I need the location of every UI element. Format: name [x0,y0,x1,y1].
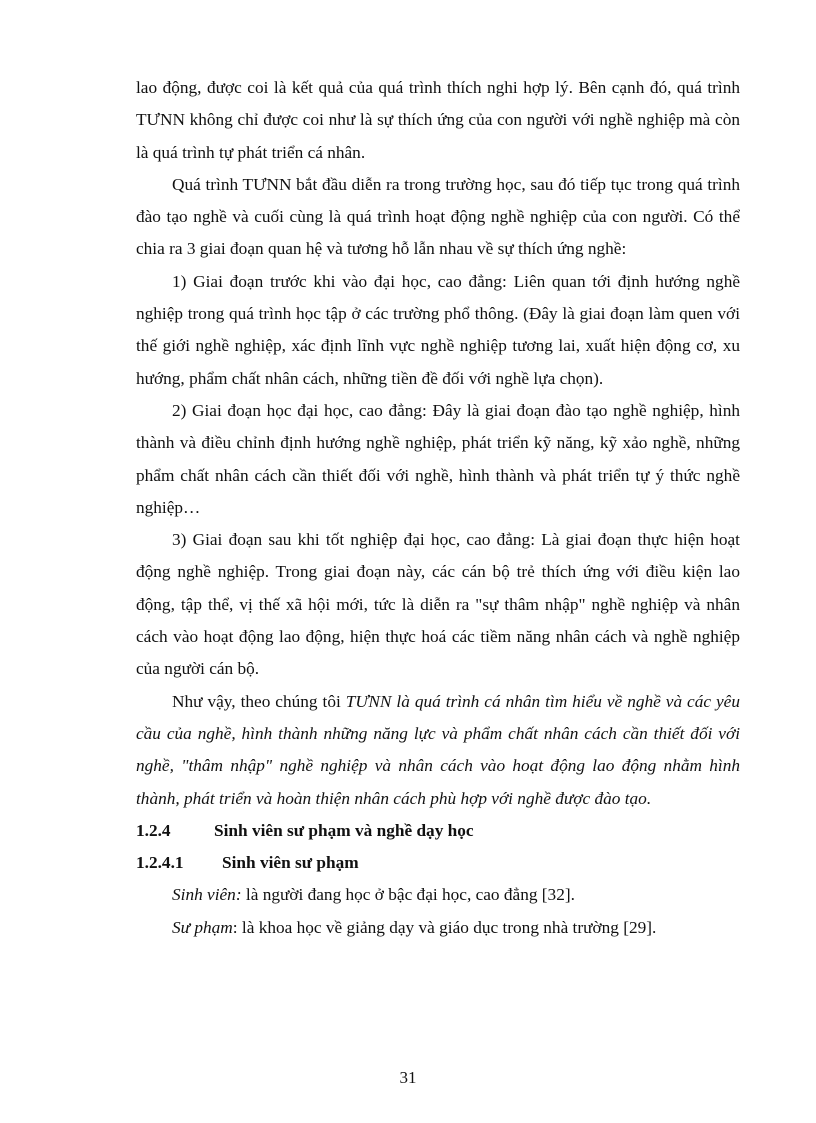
definition-text: : là khoa học về giảng dạy và giáo dục trong nhà trường [29]. [232,917,657,937]
definition-term: Sinh viên: [172,885,242,905]
paragraph-stages-intro: Quá trình TƯNN bắt đầu diễn ra trong trường học, sau đó tiếp tục trong quá trình đào tạo nghề và cuối cùng là quá trình hoạt động nghề nghiệp của con người. Có thể chia ra 3 giai đoạn quan hệ và tương hỗ lẫn nhau về sự thích ứng nghề: [136,174,740,259]
paragraph-continuation: lao động, được coi là kết quả của quá trình thích nghi hợp lý. Bên cạnh đó, quá trình TƯNN không chỉ được coi như là sự thích ứng của con người với nghề nghiệp mà còn là quá trình tự phát triển cá nhân. [136,78,740,162]
paragraph-stage-1: 1) Giai đoạn trước khi vào đại học, cao đẳng: Liên quan tới định hướng nghề nghiệp trong quá trình học tập ở các trường phổ thông. (Đây là giai đoạn làm quen với thế giới nghề nghiệp, xác định lĩnh vực nghề nghiệp tương lai, xuất hiện động cơ, xu hướng, phẩm chất nhân cách, những tiền đề đối với nghề lựa chọn). [136,271,740,388]
section-title: Sinh viên sư phạm và nghề dạy học [214,820,474,840]
paragraph-definition-conclusion [136,686,740,815]
conclusion-italic-text: TƯNN là quá trình cá nhân tìm hiểu về nghề và các yêu cầu của nghề, hình thành những năng lực và phẩm chất nhân cách cần thiết đối với nghề, "thâm nhập" nghề nghiệp và nhân cách vào hoạt động lao động nhằm hình thành, phát triển và hoàn thiện nhân cách phù hợp với nghề được đào tạo. [136,691,740,808]
section-number: 1.2.4.1 [136,853,184,873]
section-heading-1-2-4-1 [136,847,740,879]
document-page [136,72,740,944]
definition-su-pham [136,912,740,944]
section-heading-1-2-4 [136,815,740,847]
definition-text: là người đang học ở bậc đại học, cao đẳng [32]. [241,885,575,905]
paragraph-stage-2: 2) Giai đoạn học đại học, cao đẳng: Đây là giai đoạn đào tạo nghề nghiệp, hình thành và điều chỉnh định hướng nghề nghiệp, phát triển kỹ năng, kỹ xảo nghề, những phẩm chất nhân cách cần thiết đối với nghề, hình thành và phát triển tự ý thức nghề nghiệp… [136,400,740,517]
section-number: 1.2.4 [136,820,171,840]
page-number: 31 [399,1068,417,1087]
conclusion-lead-text: Như vậy, theo chúng tôi [172,691,346,711]
paragraph-stage-3: 3) Giai đoạn sau khi tốt nghiệp đại học, cao đẳng: Là giai đoạn thực hiện hoạt động nghề nghiệp. Trong giai đoạn này, các cán bộ trẻ thích ứng với điều kiện lao động, tập thể, vị thế xã hội mới, tức là diễn ra "sự thâm nhập" nghề nghiệp và nhân cách vào hoạt động lao động, hiện thực hoá các tiềm năng nhân cách và nghề nghiệp của người cán bộ. [136,530,740,679]
definition-sinh-vien [136,879,740,911]
section-title: Sinh viên sư phạm [222,853,359,873]
definition-term: Sư phạm [172,917,233,937]
